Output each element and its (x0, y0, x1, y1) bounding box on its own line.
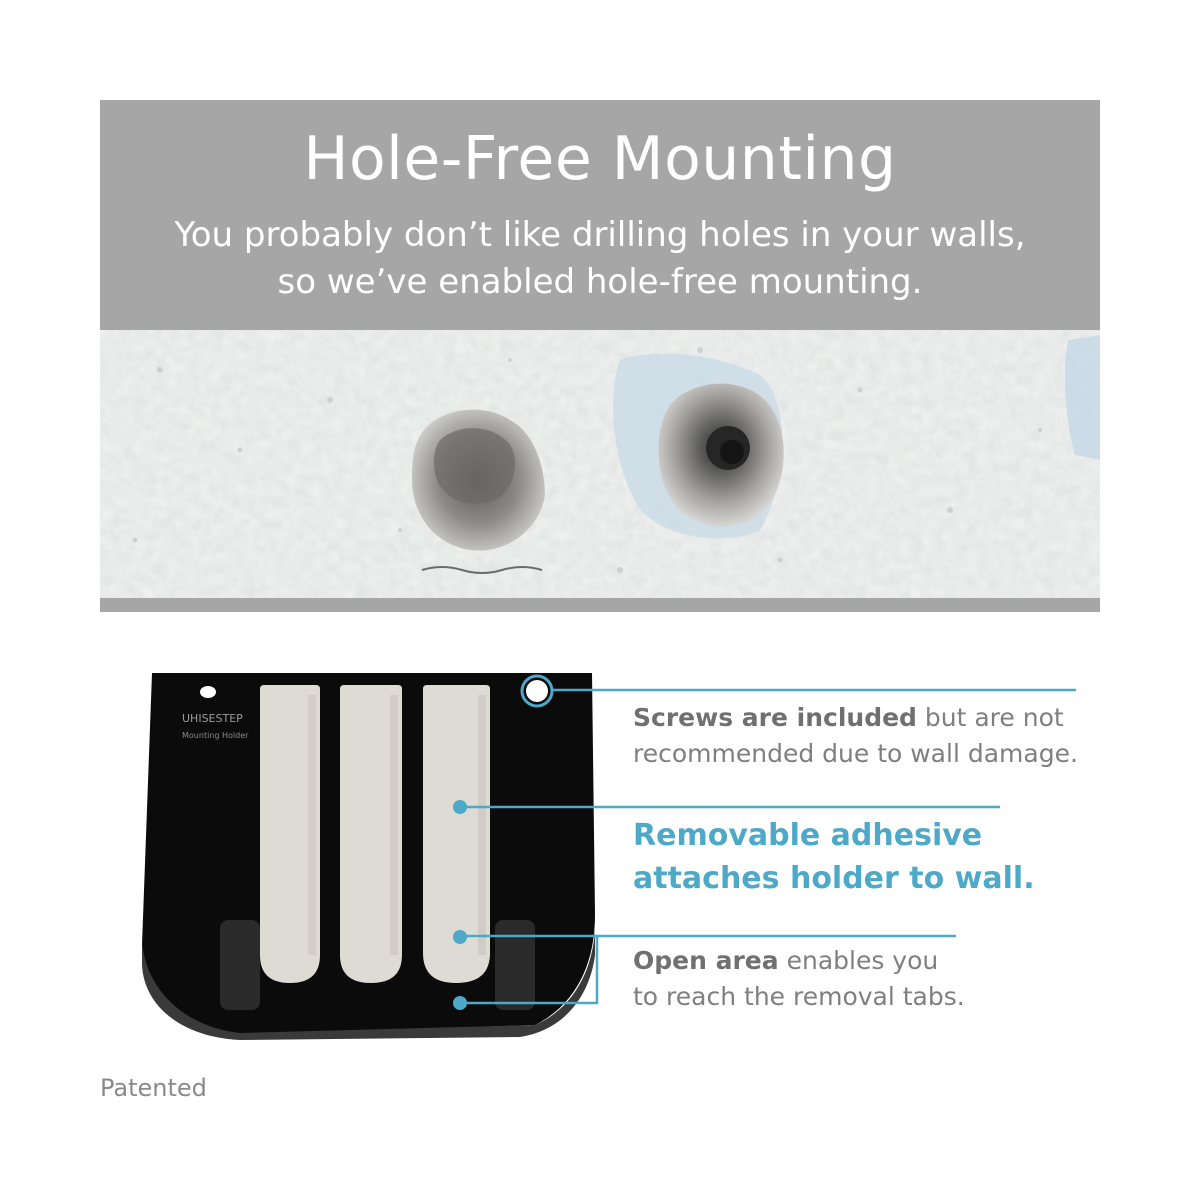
holder-brand-sub: Mounting Holder (182, 731, 249, 740)
wall-holes-image (100, 330, 1100, 598)
callout-open-area-bold: Open area (633, 946, 779, 975)
callout-open-area-line-1 (633, 943, 965, 979)
callout-open-area (633, 943, 965, 1015)
callout-screws-bold: Screws are included (633, 703, 917, 732)
callout-screws (633, 700, 1078, 772)
callout-open-area-rest: enables you (778, 946, 939, 975)
callout-screws-line-2: recommended due to wall damage. (633, 739, 1078, 768)
holder-brand: UHISESTEP (182, 712, 243, 725)
callout-line-tabs (460, 936, 597, 1003)
callout-screws-rest: but are not (916, 703, 1064, 732)
subtitle-line-2: so we’ve enabled hole-free mounting. (277, 262, 923, 302)
wall-bottom-bar (100, 598, 1100, 612)
callout-adhesive-line-2: attaches holder to wall. (633, 861, 1035, 896)
callout-screws-line-1 (633, 700, 1078, 736)
page-title: Hole-Free Mounting (303, 124, 897, 194)
callout-open-area-line-2: to reach the removal tabs. (633, 982, 965, 1011)
page-subtitle (0, 212, 1200, 306)
callout-adhesive-line-1: Removable adhesive (633, 818, 983, 853)
patented-label: Patented (100, 1074, 207, 1102)
callout-adhesive (633, 814, 1035, 900)
subtitle-line-1: You probably don’t like drilling holes in your walls, (174, 215, 1026, 255)
